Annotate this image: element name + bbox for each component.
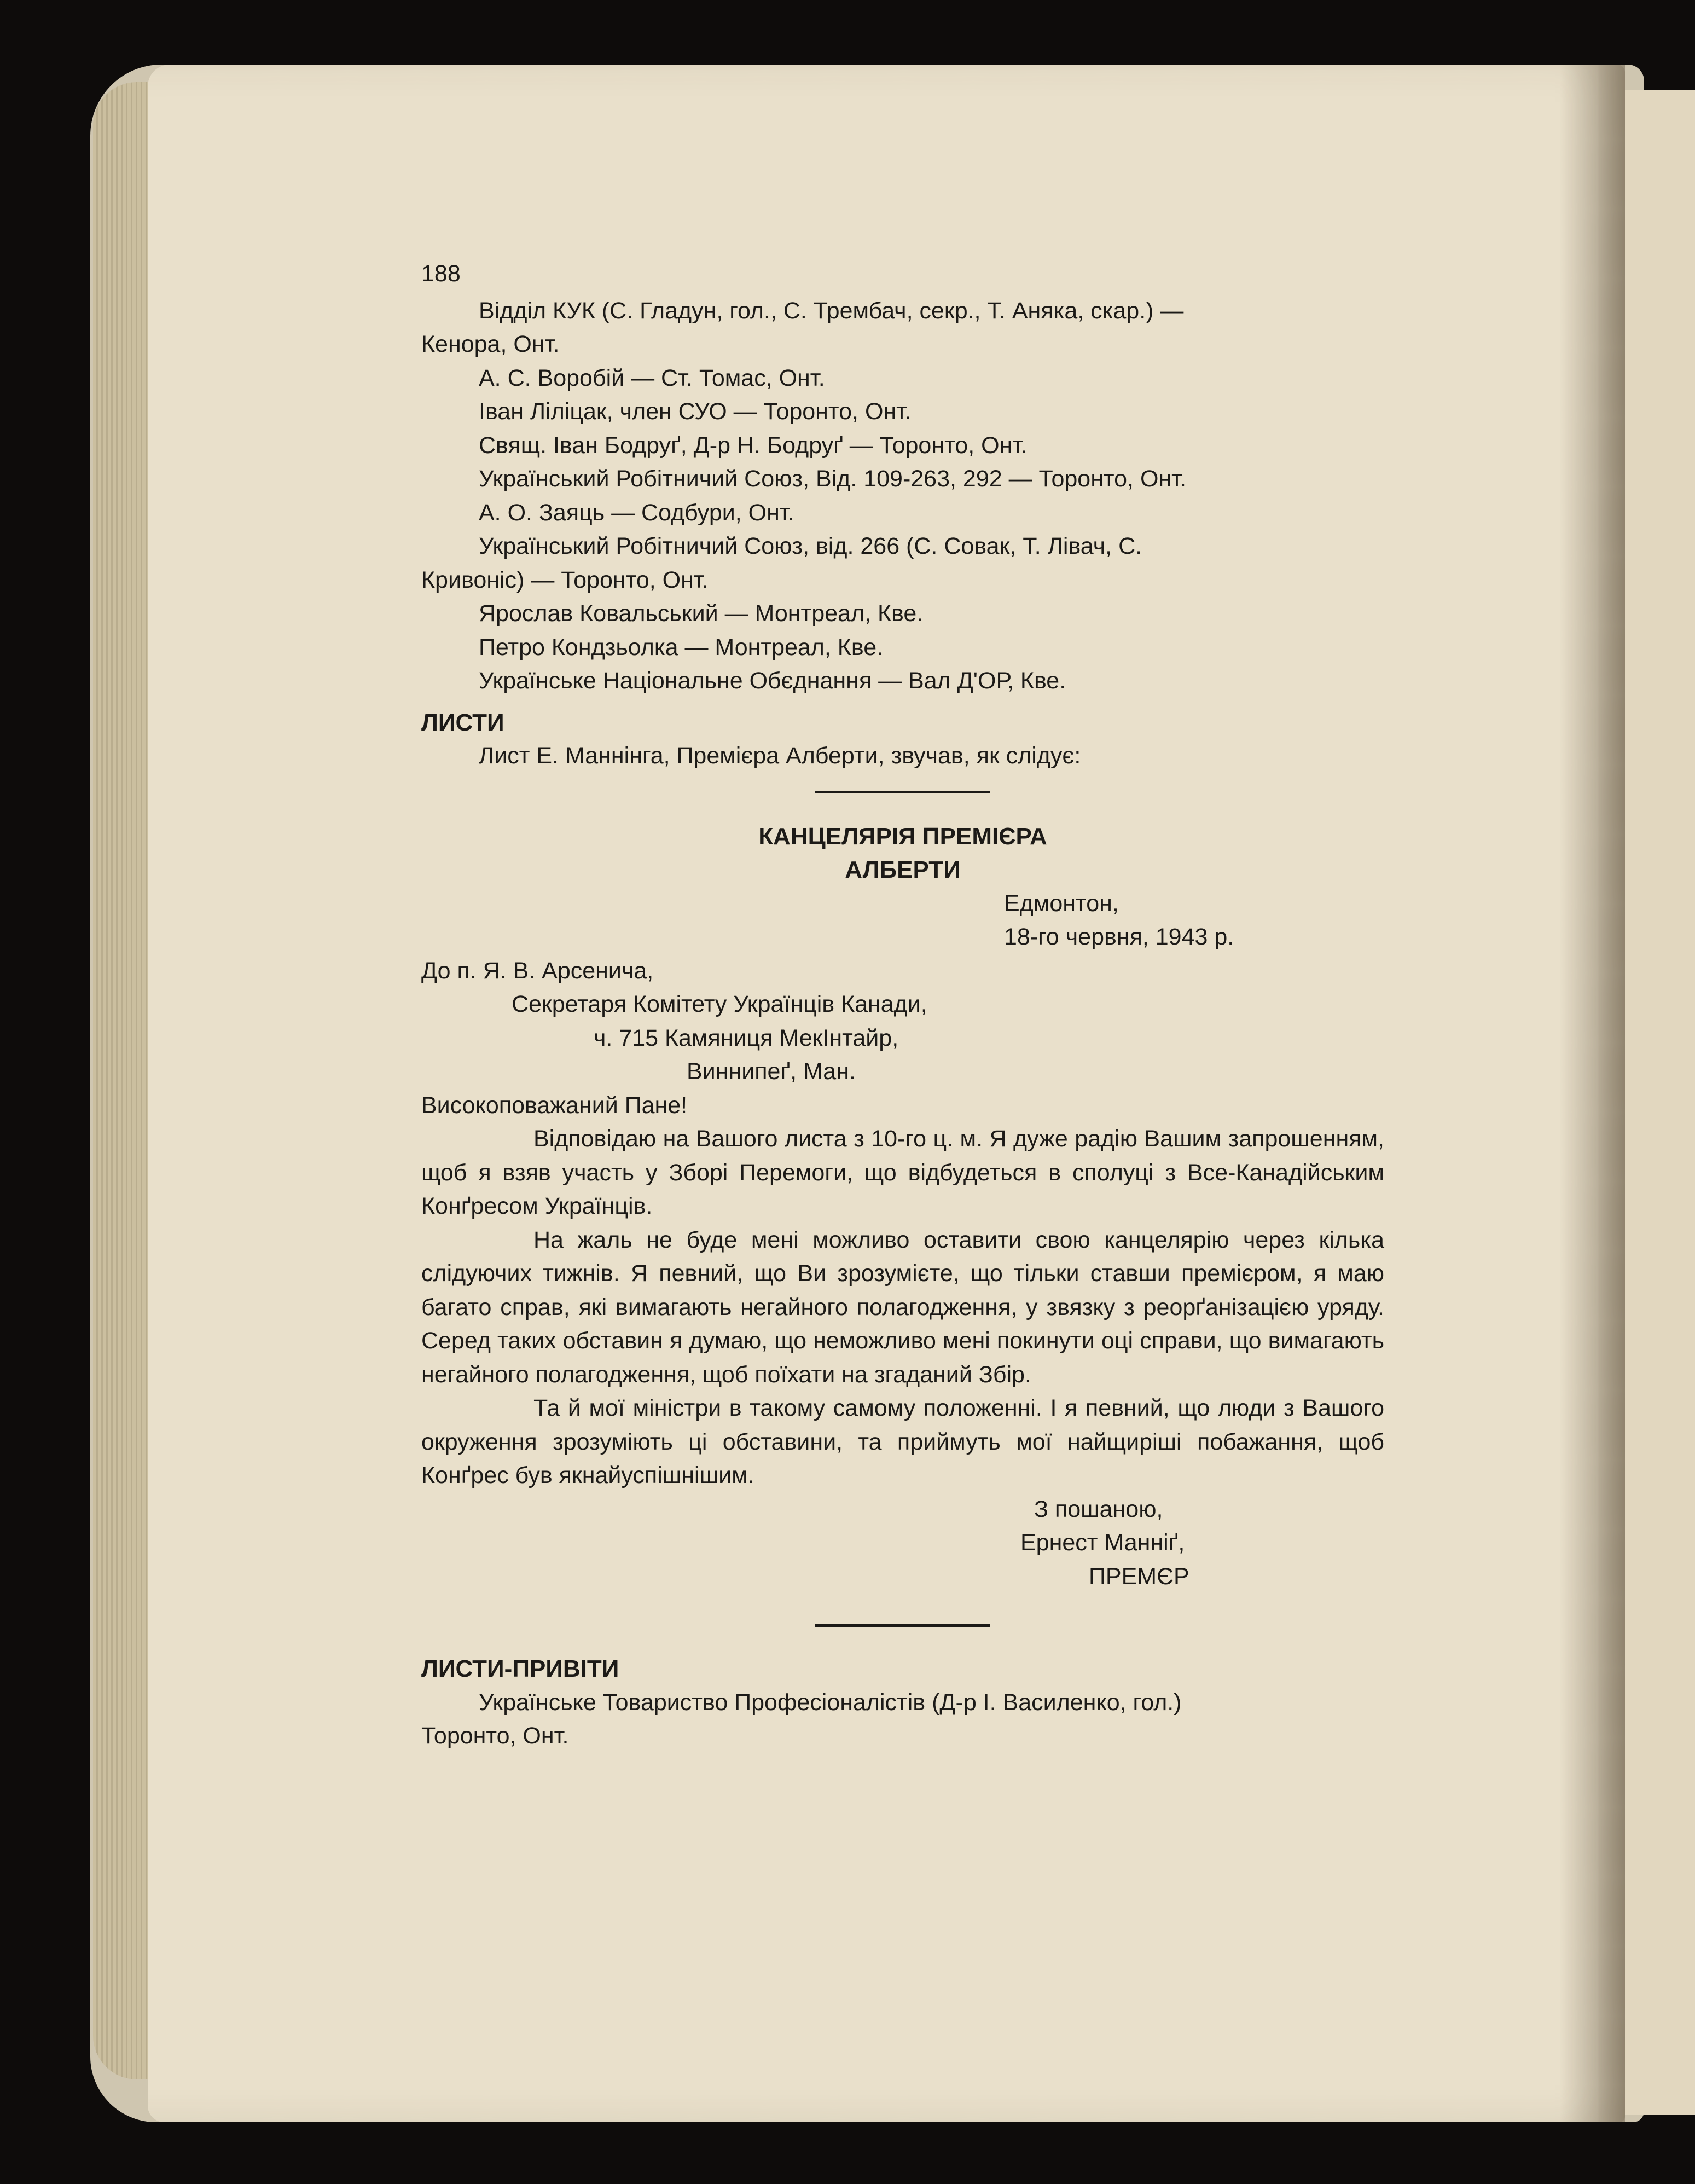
page-gutter-shadow [1559, 65, 1625, 2122]
letter-signature-title: ПРЕМЄР [1089, 1563, 1189, 1590]
book-page-edges [93, 82, 153, 2079]
addressee-line: Секретаря Комітету Українців Канади, [512, 991, 927, 1017]
letter-signature: Ернест Манніґ, [1020, 1530, 1185, 1556]
text-line: Український Робітничий Союз, від. 266 (С. Совак, Т. Лівач, С. [479, 533, 1142, 559]
addressee-line: ч. 715 Камяниця МекІнтайр, [594, 1024, 899, 1051]
divider-rule [815, 1624, 990, 1627]
letter-closing: З пошаною, [1034, 1496, 1163, 1522]
addressee-line: До п. Я. В. Арсенича, [421, 957, 654, 984]
letter-paragraph: Відповідаю на Вашого листа з 10-го ц. м. Я дуже радію Вашим запрошенням, щоб я взяв участь у Зборі Перемоги, що відбудеться в сполуці з Все-Канадійським Конґресом Українців. [421, 1126, 1384, 1219]
text-line: Петро Кондзьолка — Монтреал, Кве. [479, 634, 884, 661]
section-heading: ЛИСТИ [421, 709, 504, 736]
text-line: А. О. Заяць — Содбури, Онт. [479, 499, 794, 526]
letter-paragraph: Та й мої міністри в такому самому положенні. І я певний, що люди з Вашого окруження зрозуміють ці обставини, та приймуть мої найщиріші побажання, щоб Конґрес був якнайуспішнішим. [421, 1395, 1384, 1488]
letter-title: КАНЦЕЛЯРІЯ ПРЕМІЄРА [758, 822, 1047, 850]
text-line: Свящ. Іван Бодруґ, Д-р Н. Бодруґ — Торонто, Онт. [479, 432, 1028, 459]
letter-paragraph: На жаль не буде мені можливо оставити свою канцелярію через кілька слідуючих тижнів. Я певний, що Ви зрозумієте, що тільки ставши премієром, я маю багато справ, які вимагають негайного полагодження, у звязку з реорґанізацією уряду. Серед таких обставин я думаю, що неможливо мені покинути оці справи, що вимагають негайного полагодження, щоб поїхати на згаданий Збір. [421, 1226, 1384, 1388]
addressee-line: Виннипеґ, Ман. [687, 1058, 856, 1085]
letter-title: АЛБЕРТИ [845, 856, 961, 883]
text-line: Українське Товариство Професіоналістів (Д-р І. Василенко, гол.) [479, 1689, 1182, 1716]
page-number: 188 [421, 260, 461, 287]
letter-place: Едмонтон, [1004, 890, 1119, 917]
section-heading: ЛИСТИ-ПРИВІТИ [421, 1655, 619, 1682]
text-line: Ярослав Ковальський — Монтреал, Кве. [479, 600, 924, 627]
text-line: А. С. Воробій — Ст. Томас, Онт. [479, 364, 825, 391]
page-content [421, 257, 1384, 1753]
divider-rule [815, 791, 990, 793]
salutation: Високоповажаний Пане! [421, 1092, 688, 1119]
text-line: Кривоніс) — Торонто, Онт. [421, 566, 709, 593]
text-line: Відділ КУК (С. Гладун, гол., С. Трембач, секр., Т. Аняка, скар.) — [479, 297, 1184, 324]
text-line: Український Робітничий Союз, Від. 109-263, 292 — Торонто, Онт. [479, 466, 1187, 492]
text-line: Українське Національне Обєднання — Вал Д'ОР, Кве. [479, 668, 1066, 694]
text-line: Торонто, Онт. [421, 1723, 569, 1749]
intro-line: Лист Е. Маннінга, Премієра Алберти, звучав, як слідує: [479, 743, 1081, 769]
text-line: Іван Ліліцак, член СУО — Торонто, Онт. [479, 398, 912, 425]
letter-date: 18-го червня, 1943 р. [1004, 924, 1234, 950]
text-line: Кенора, Онт. [421, 331, 560, 357]
